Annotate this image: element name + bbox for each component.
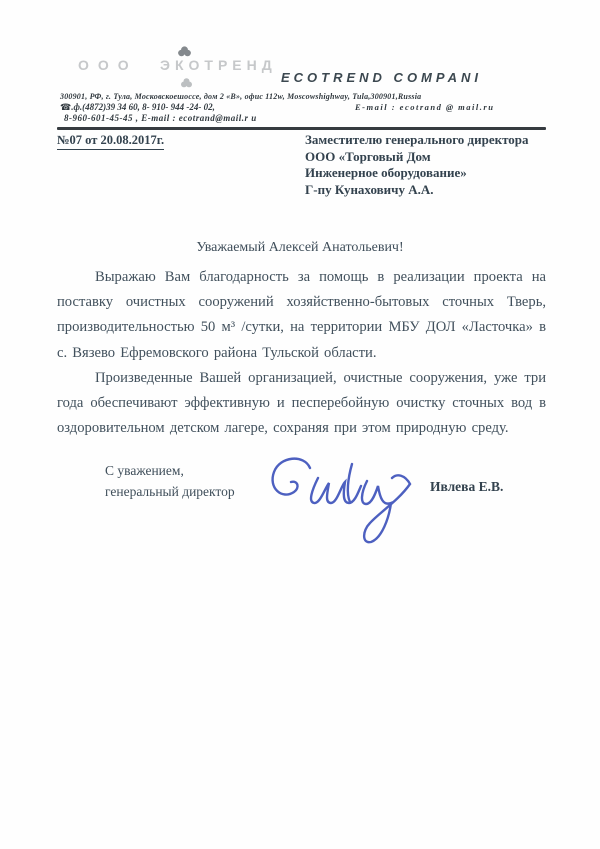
logo-leaf-bottom-icon: [180, 75, 193, 93]
body-paragraph-1: Выражаю Вам благодарность за помощь в реализации проекта на поставку очистных сооружений хозяйственно-бытовых сточных Тверь, производительностью 50 м³ /сутки, на территории МБУ ДОЛ «Ласточка» в с. Вязево Ефремовского района Тульской области.: [57, 269, 546, 361]
logo-leaf-top-icon: [177, 44, 192, 62]
signature-handwriting: [248, 446, 428, 559]
recipient-line: Г-пу Кунаховичу А.А.: [305, 181, 434, 197]
company-logo-name: ЭКОТРЕНД: [160, 57, 277, 73]
reference-number: №07 от 20.08.2017г.: [57, 133, 164, 150]
company-address: 300901, РФ, г. Тула, Московскоешоссе, дом 2 «В», офис 112w, Moscowshighway, Tula,300901,Russia: [60, 92, 422, 101]
closing-regards: С уважением,: [105, 463, 184, 478]
recipient-block: [305, 132, 529, 198]
company-phone-line2: 8-960-601-45-45 , E-mail : ecotrand@mail.r u: [64, 113, 257, 123]
salutation: Уважаемый Алексей Анатольевич!: [196, 240, 404, 255]
company-name-latin: ECOTREND COMPANI: [281, 70, 482, 85]
recipient-line: ООО «Торговый Дом: [305, 148, 431, 164]
closing-block: [105, 460, 235, 502]
recipient-line: Инженерное оборудование»: [305, 165, 467, 181]
body-paragraph-2: Произведенные Вашей организацией, очистные сооружения, уже три года обеспечивают эффективную и песперебойную очистку сточных вод в оздоровительном детском лагере, сохраняя при этом природную среду.: [57, 369, 546, 437]
signer-name: Ивлева Е.В.: [430, 479, 504, 494]
letterhead-divider: [57, 127, 546, 130]
letter-body: [57, 265, 546, 441]
closing-title: генеральный директор: [105, 484, 235, 499]
recipient-line: Заместителю генерального директора: [305, 132, 529, 147]
company-phone-line: ☎.ф.(4872)39 34 60, 8- 910- 944 -24- 02,: [60, 102, 215, 112]
company-logo-ooo: ООО: [78, 57, 138, 73]
company-email-right: E-mail : ecotrand @ mail.ru: [355, 102, 495, 112]
